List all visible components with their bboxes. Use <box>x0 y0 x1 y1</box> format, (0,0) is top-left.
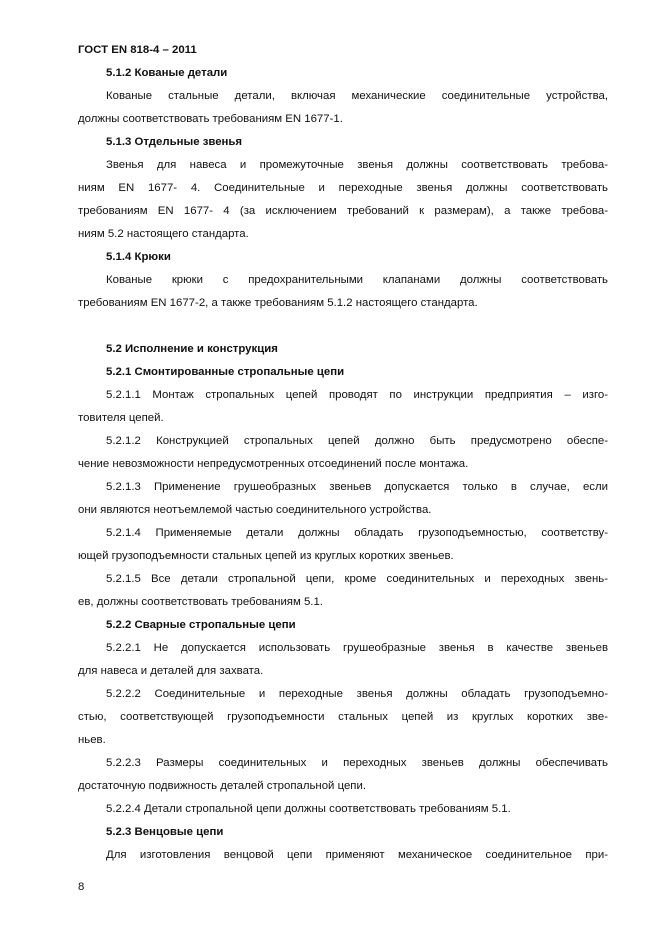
text-line: для навеса и деталей для захвата. <box>78 665 264 677</box>
text-line: 5.2.2.4 Детали стропальной цепи должны соответствовать требованиям 5.1. <box>106 803 511 815</box>
text-line: 5.2.1.3 Применение грушеобразных звеньев допускается только в случае, если <box>106 481 608 493</box>
text-line: требованиям EN 1677- 4 (за исключением требований к размерам), а также требова- <box>78 205 608 217</box>
section-heading-5-2-3: 5.2.3 Венцовые цепи <box>106 826 224 838</box>
section-heading-5-2-1: 5.2.1 Смонтированные стропальные цепи <box>106 366 345 378</box>
text-line: чение невозможности непредусмотренных отсоединений после монтажа. <box>78 458 469 470</box>
text-line: ев, должны соответствовать требованиям 5.1. <box>78 596 323 608</box>
text-line: 5.2.1.5 Все детали стропальной цепи, кроме соединительных и переходных звень- <box>106 573 608 585</box>
text-line: ниям 5.2 настоящего стандарта. <box>78 228 249 240</box>
text-line: 5.2.2.3 Размеры соединительных и переходных звеньев должны обеспечивать <box>106 757 608 769</box>
section-heading-5-2-2: 5.2.2 Сварные стропальные цепи <box>106 619 296 631</box>
text-line: Кованые крюки с предохранительными клапанами должны соответствовать <box>106 274 608 286</box>
text-line: 5.2.1.4 Применяемые детали должны обладать грузоподъемностью, соответству- <box>106 527 608 539</box>
text-line: Для изготовления венцовой цепи применяют механическое соединительное при- <box>106 849 608 861</box>
text-line: они являются неотъемлемой частью соединительного устройства. <box>78 504 432 516</box>
section-heading-5-2: 5.2 Исполнение и конструкция <box>106 343 278 355</box>
text-line: 5.2.1.1 Монтаж стропальных цепей проводят по инструкции предприятия – изго- <box>106 389 608 401</box>
text-line: требованиям EN 1677-2, а также требованиям 5.1.2 настоящего стандарта. <box>78 297 478 309</box>
document-header-code: ГОСТ EN 818-4 – 2011 <box>78 44 197 56</box>
text-line: Звенья для навеса и промежуточные звенья должны соответствовать требова- <box>106 159 608 171</box>
text-line: 5.2.1.2 Конструкцией стропальных цепей должно быть предусмотрено обеспе- <box>106 435 608 447</box>
section-heading-5-1-3: 5.1.3 Отдельные звенья <box>106 136 243 148</box>
text-line: 5.2.2.2 Соединительные и переходные звенья должны обладать грузоподъемно- <box>106 688 608 700</box>
text-line: ниям EN 1677- 4. Соединительные и переходные звенья должны соответствовать <box>78 182 608 194</box>
text-line: товителя цепей. <box>78 412 164 424</box>
page-number: 8 <box>78 881 85 893</box>
text-line: ньев. <box>78 734 106 746</box>
text-line: 5.2.2.1 Не допускается использовать грушеобразные звенья в качестве звеньев <box>106 642 608 654</box>
text-line: достаточную подвижность деталей стропальной цепи. <box>78 780 367 792</box>
text-line: Кованые стальные детали, включая механические соединительные устройства, <box>106 90 608 102</box>
text-line: ющей грузоподъемности стальных цепей из круглых коротких звеньев. <box>78 550 454 562</box>
section-heading-5-1-4: 5.1.4 Крюки <box>106 251 171 263</box>
section-heading-5-1-2: 5.1.2 Кованые детали <box>106 67 228 79</box>
text-line: стью, соответствующей грузоподъемности стальных цепей из круглых коротких зве- <box>78 711 608 723</box>
text-line: должны соответствовать требованиям EN 1677-1. <box>78 113 343 125</box>
